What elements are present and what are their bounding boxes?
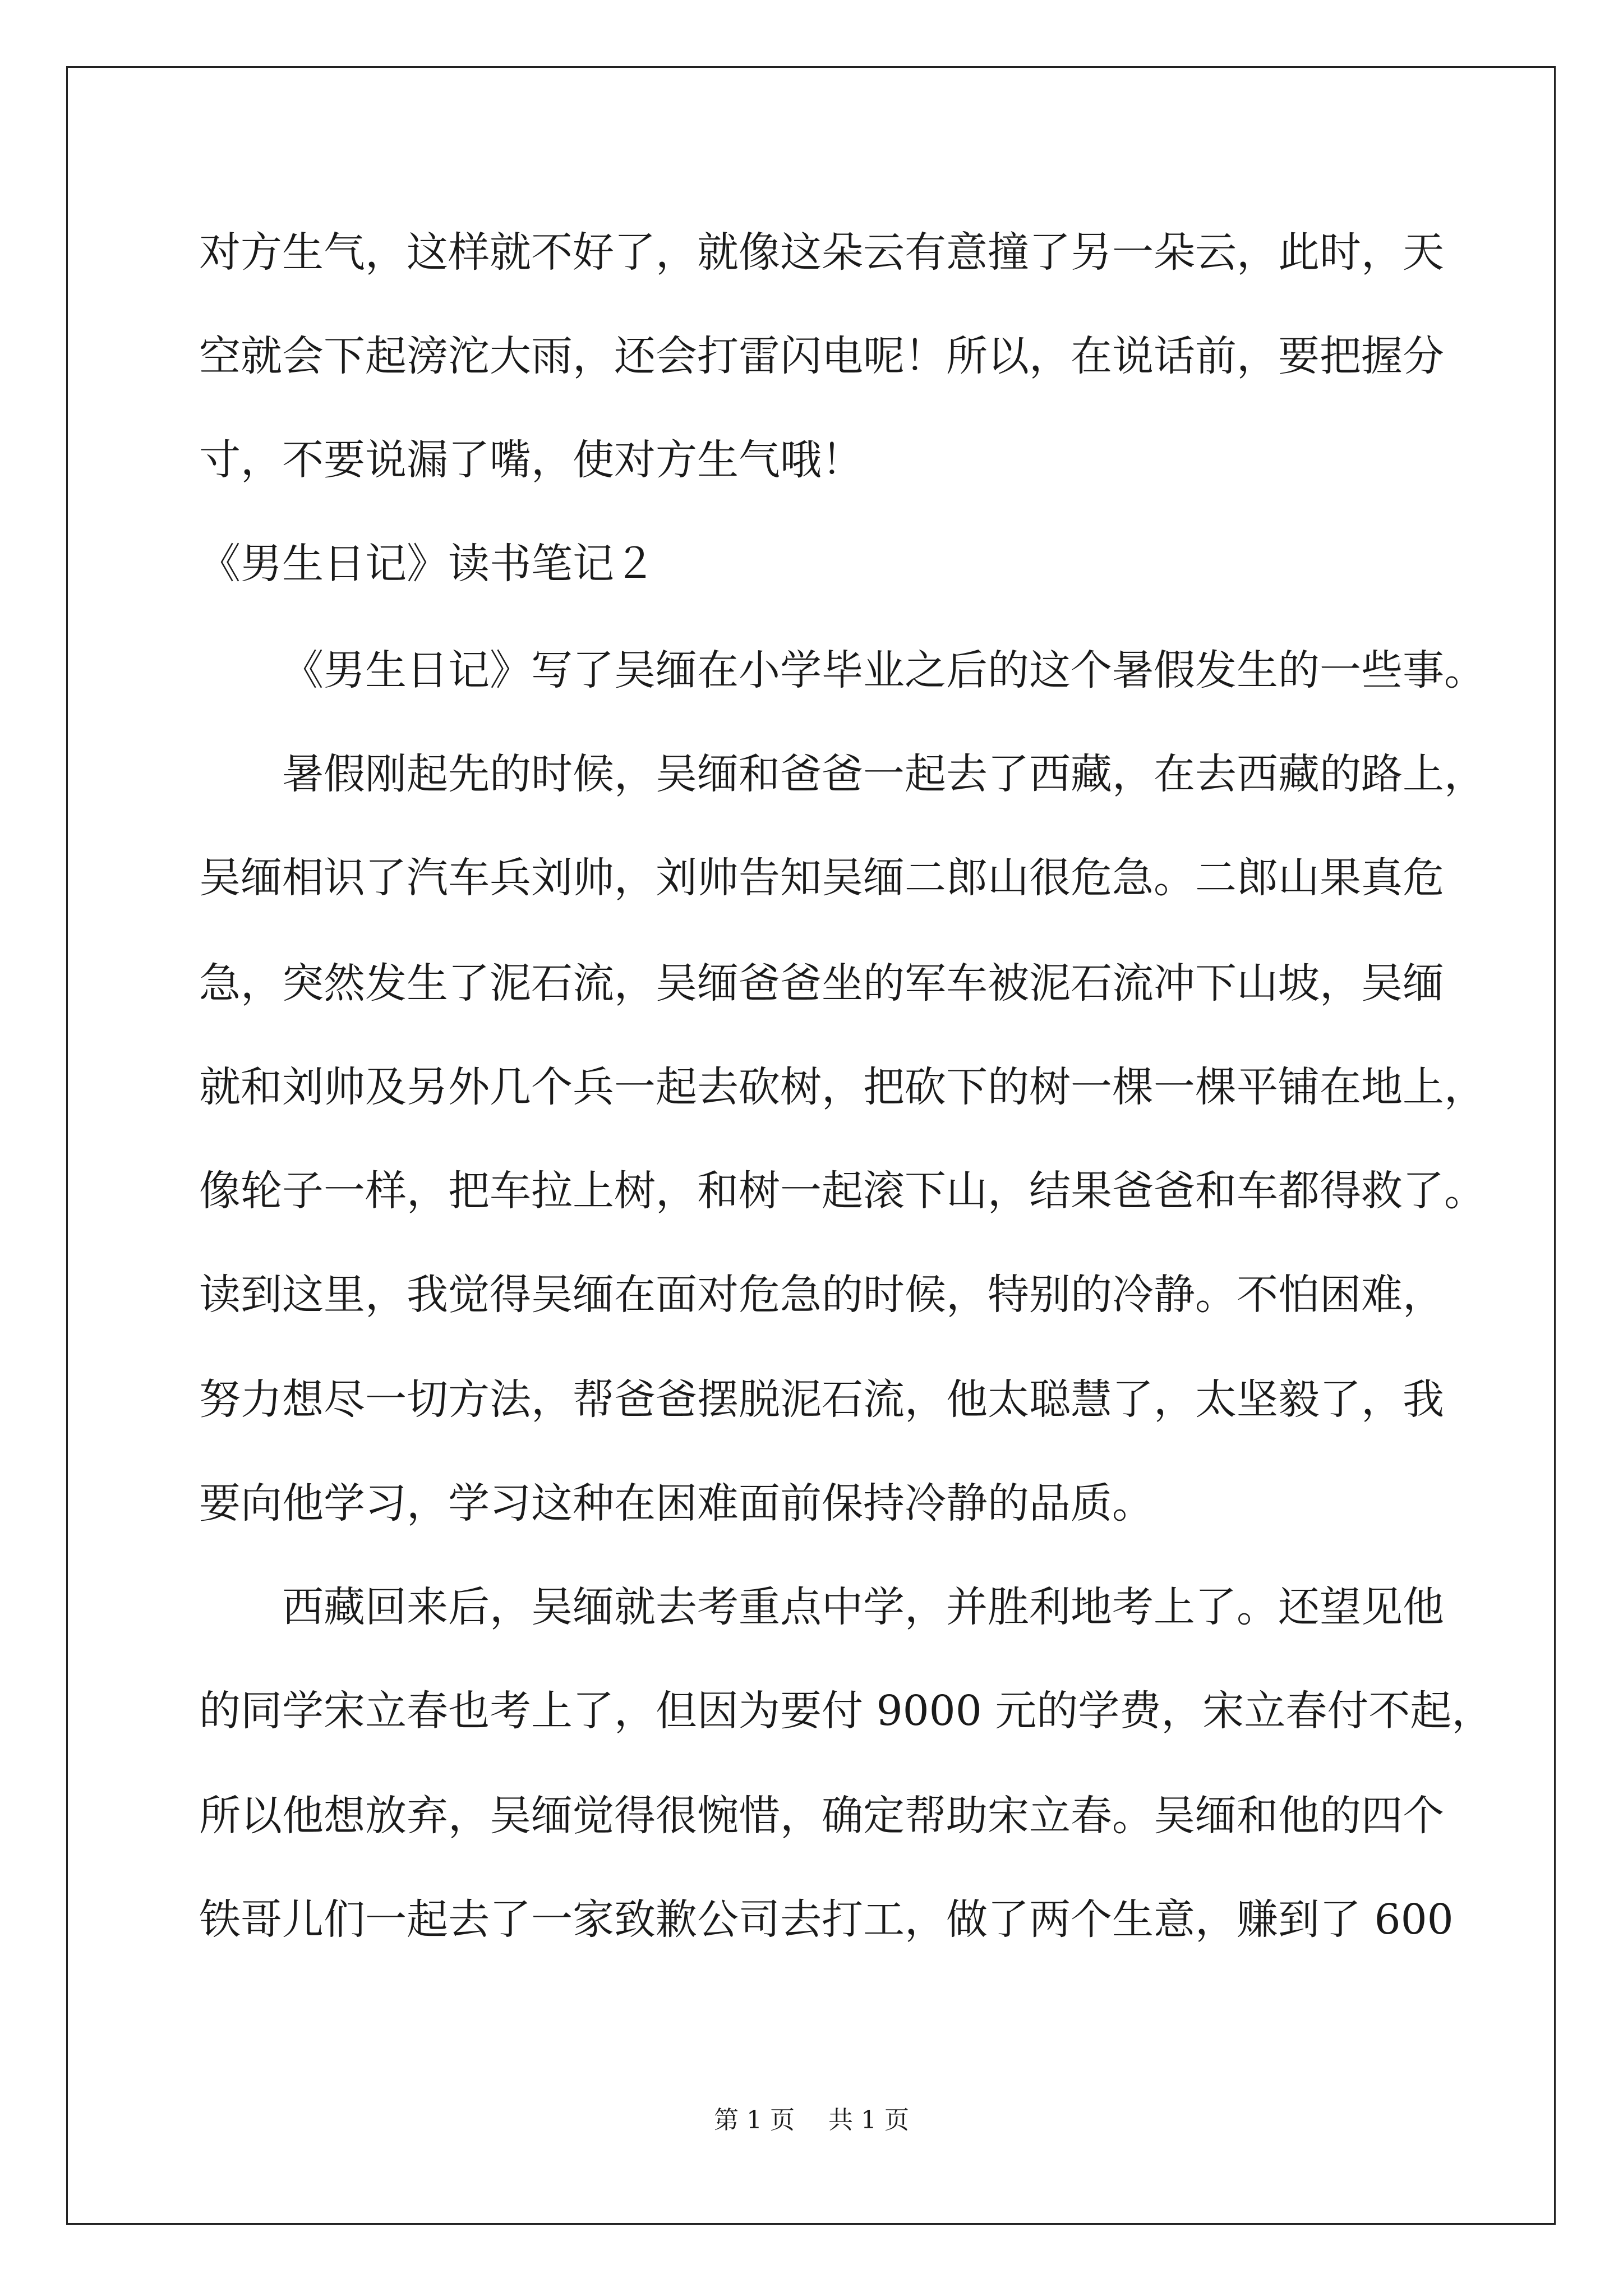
text-line: 就和刘帅及另外几个兵一起去砍树，把砍下的树一棵一棵平铺在地上， xyxy=(199,1063,1486,1111)
text-line: 的同学宋立春也考上了，但因为要付 9000 元的学费，宋立春付不起， xyxy=(199,1687,1493,1735)
text-line: 寸，不要说漏了嘴，使对方生气哦！ xyxy=(199,436,863,484)
text-line: 铁哥儿们一起去了一家致歉公司去打工，做了两个生意，赚到了 600 xyxy=(199,1895,1454,1944)
paragraph-first-line: 暑假刚起先的时候，吴缅和爸爸一起去了西藏，在去西藏的路上， xyxy=(282,750,1486,798)
paragraph-first-line: 《男生日记》写了吴缅在小学毕业之后的这个暑假发生的一些事。 xyxy=(282,646,1486,694)
text-line: 努力想尽一切方法，帮爸爸摆脱泥石流，他太聪慧了，太坚毅了，我 xyxy=(199,1375,1444,1424)
section-heading: 《男生日记》读书笔记２ xyxy=(199,540,656,588)
text-line: 所以他想放弃，吴缅觉得很惋惜，确定帮助宋立春。吴缅和他的四个 xyxy=(199,1792,1444,1840)
page-footer xyxy=(0,2104,1623,2137)
paragraph-first-line: 西藏回来后，吴缅就去考重点中学，并胜利地考上了。还望见他 xyxy=(282,1583,1444,1631)
page-number: 第 1 页 xyxy=(714,2106,795,2134)
text-line: 吴缅相识了汽车兵刘帅，刘帅告知吴缅二郎山很危急。二郎山果真危 xyxy=(199,854,1444,902)
text-line: 空就会下起滂沱大雨，还会打雷闪电呢！所以，在说话前，要把握分 xyxy=(199,332,1444,380)
page-total: 共 1 页 xyxy=(828,2106,909,2134)
text-line: 要向他学习，学习这种在困难面前保持冷静的品质。 xyxy=(199,1479,1154,1527)
text-line: 对方生气，这样就不好了，就像这朵云有意撞了另一朵云，此时，天 xyxy=(199,228,1444,277)
text-line: 急，突然发生了泥石流，吴缅爸爸坐的军车被泥石流冲下山坡，吴缅 xyxy=(199,959,1444,1007)
text-line: 读到这里，我觉得吴缅在面对危急的时候，特别的冷静。不怕困难， xyxy=(199,1271,1444,1319)
text-line: 像轮子一样，把车拉上树，和树一起滚下山，结果爸爸和车都得救了。 xyxy=(199,1167,1486,1215)
